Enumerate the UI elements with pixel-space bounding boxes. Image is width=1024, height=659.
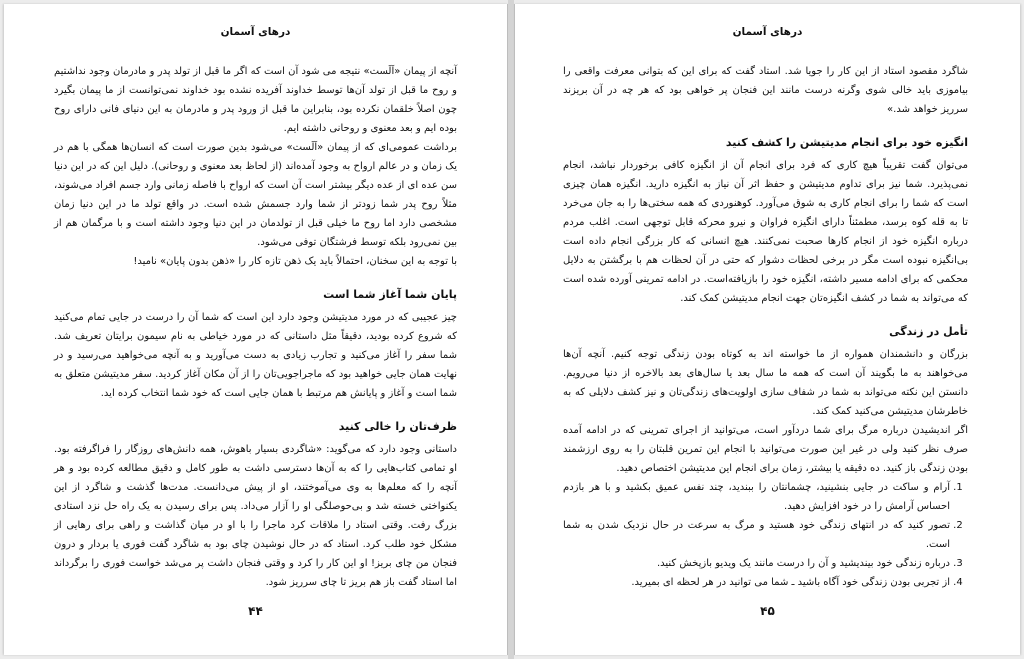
list-item: 1. آرام و ساکت در جایی بنشینید، چشمانتان را ببندید، چند نفس عمیق بکشید و با هر بازدم احساس آرامش را در خود افزایش دهید. bbox=[563, 478, 950, 516]
paragraph: برداشت عمومی‌ای که از پیمان «اَلَست» می‌شود بدین صورت است که انسان‌ها همگی با هم در یک زمان و در عالم ارواح به وجود آمده‌اند (از لحاظ بعد معنوی و روحانی). دلیل این که در این دنیا سن عده ای از عده دیگر بیشتر است آن است که ارواح با فاصله زمانی وارد جسم افراد می‌شوند، مثلاً روح پدر شما زودتر از شما وارد جسمش شده است. در واقع تولد ما در این دنیا زمان مشخصی دارد اما روح ما خیلی قبل از تولدمان در این دنیا وجود داشته است و با مرگمان هم از بین نمی‌رود بلکه توسط فرشتگان توفی می‌شود. bbox=[54, 142, 457, 248]
list-item: 3. درباره زندگی خود بیندیشید و آن را درست مانند یک ویدیو بازپخش کنید. bbox=[563, 554, 950, 573]
paragraph: می‌توان گفت تقریباً هیچ کاری که فرد برای انجام آن از انگیزه کافی برخوردار نباشد، انجام نمی‌پذیرد. شما نیز برای تداوم مدیتیشن و حفظ اثر آن نیاز به انگیزه دارید. انگیزه همان چیزی است که شما را برای انجام کاری به شوق می‌آورد. کوهنوردی که همه سختی‌ها را به جان می‌خرد تا به قله کوه برسد، مطمئناً دارای انگیزه فراوان و نیرو محرکه قابل توجهی است. اغلب مردم درباره انگیزه خود از انجام کارها صحبت نمی‌کنند. هیچ انسانی که کار بزرگی انجام داده است بی‌انگیزه نبوده است مگر در برخی لحظات دشوار که حتی در آن لحظات هم با برگشتن به دلایل محکمی که برای ادامه مسیر داشته، انگیزه خود را بازیافته‌است. در ادامه تمرینی آورده شده است که می‌تواند به شما در کشف انگیزه‌تان جهت انجام مدیتیشن کمک کند. bbox=[563, 160, 968, 304]
running-header: درهای آسمان bbox=[732, 26, 803, 38]
exercise-steps bbox=[563, 478, 968, 592]
list-item: 4. از تجربی بودن زندگی خود آگاه باشید ـ شما می توانید در هر لحظه ای بمیرید. bbox=[563, 573, 950, 592]
paragraph: داستانی وجود دارد که می‌گوید: «شاگردی بسیار باهوش، همه دانش‌های روزگار را فراگرفته بود. او تمامی کتاب‌هایی را که به آن‌ها دسترسی داشت به طور کامل و دقیق مطالعه کرده بود و هر آنچه را که معلم‌ها به وی می‌آموختند، او از پیش می‌دانست. مدت‌ها گذشت و شاگرد از این یکنواختی خسته شد و بی‌حوصلگی او را آزار می‌داد. پس برای رسیدن به یک راه حل نزد استادی بزرگ رفت. وقتی استاد را ملاقات کرد ماجرا را با او در میان گذاشت و راهی برای رهایی از مشکل خود طلب کرد. استاد که در حال نوشیدن چای بود به شاگرد گفت فوری یا بردار و درون فنجان من چای بریز! او این کار را کرد و وقتی فنجان داشت پر می‌شد خواست فوری را برگرداند اما استاد گفت باز هم بریز تا چای سرریز شود. bbox=[54, 444, 457, 588]
paragraph: شاگرد مقصود استاد از این کار را جویا شد. استاد گفت که برای این که بتوانی معرفت واقعی را بیاموزی باید خالی شوی وگرنه درست مانند این فنجان پر خواهی بود که هر چه در آن بریزند سرریز خواهد شد.» bbox=[563, 66, 968, 115]
page-body bbox=[563, 62, 968, 592]
page-number: ۴۵ bbox=[760, 604, 775, 618]
right-page bbox=[514, 4, 1020, 655]
paragraph: بزرگان و دانشمندان همواره از ما خواسته اند به کوتاه بودن زندگی توجه کنیم. آنچه آن‌ها می‌خواهند به ما بگویند آن است که همه ما سال بعد یا سال‌های بعد بالاخره از دنیا می‌رویم. دانستن این نکته می‌تواند به شما در شفاف سازی اولویت‌های زندگی‌تان و نیز کشف دلایلی که به خاطرشان مدیتیشن می‌کنید کمک کند. bbox=[563, 349, 968, 417]
section-heading: انگیزه خود برای انجام مدیتیشن را کشف کنید bbox=[725, 136, 968, 149]
page-body bbox=[54, 62, 457, 592]
running-header: درهای آسمان bbox=[220, 26, 291, 38]
paragraph: چیز عجیبی که در مورد مدیتیشن وجود دارد این است که شما آن را درست در جایی تمام می‌کنید که شروع کرده بودید، دقیقاً مثل داستانی که در مورد خیاطی به نام سیمون برایتان تعریف شد. شما سفر را آغاز می‌کنید و تجارب زیادی به دست می‌آورید و به آنچه می‌خواهید می‌رسید و در نهایت همان جایی خواهید بود که ماجراجویی‌تان را از آن مکان آغاز کردید. سفر مدیتیشن متعلق به شما است و آغاز و پایانش هم مرتبط با همان جایی است که خود شما انتخاب کرده اید. bbox=[54, 312, 457, 399]
paragraph: اگر اندیشیدن درباره مرگ برای شما دردآور است، می‌توانید از اجرای تمرینی که در ادامه آمده صرف نظر کنید ولی در غیر این صورت می‌توانید با انجام این تمرین قلبتان را به روی ارزشمند بودن زندگی باز کنید. ده دقیقه یا بیشتر، زمان برای انجام این مدیتیشن اختصاص دهید. bbox=[563, 425, 968, 474]
section-heading: تأمل در زندگی bbox=[889, 325, 968, 338]
paragraph: با توجه به این سخنان، احتمالاً باید یک ذهن تازه کار را «ذهن بدون پایان» نامید! bbox=[133, 256, 457, 267]
paragraph: آنچه از پیمان «اَلَست» نتیجه می شود آن است که اگر ما قبل از تولد پدر و مادرمان وجود نداشتیم و روح ما قبل از تولد آن‌ها توسط خداوند آفریده نشده بود خداوند نمی‌توانست از ما پیمان بگیرد چون اصلاً خلقمان نکرده بود، بنابراین ما قبل از ورود پدر و مادرمان به این دنیای فانی دارای روح بوده ایم و بعد معنوی و روحانی داشته ایم. bbox=[54, 66, 457, 134]
section-heading: ظرف‌تان را خالی کنید bbox=[338, 420, 457, 433]
section-heading: پایان شما آغاز شما است bbox=[323, 288, 457, 301]
left-page bbox=[4, 4, 508, 655]
page-number: ۴۴ bbox=[248, 604, 263, 618]
list-item: 2. تصور کنید که در انتهای زندگی خود هستید و مرگ به سرعت در حال نزدیک شدن به شما است. bbox=[563, 516, 950, 554]
